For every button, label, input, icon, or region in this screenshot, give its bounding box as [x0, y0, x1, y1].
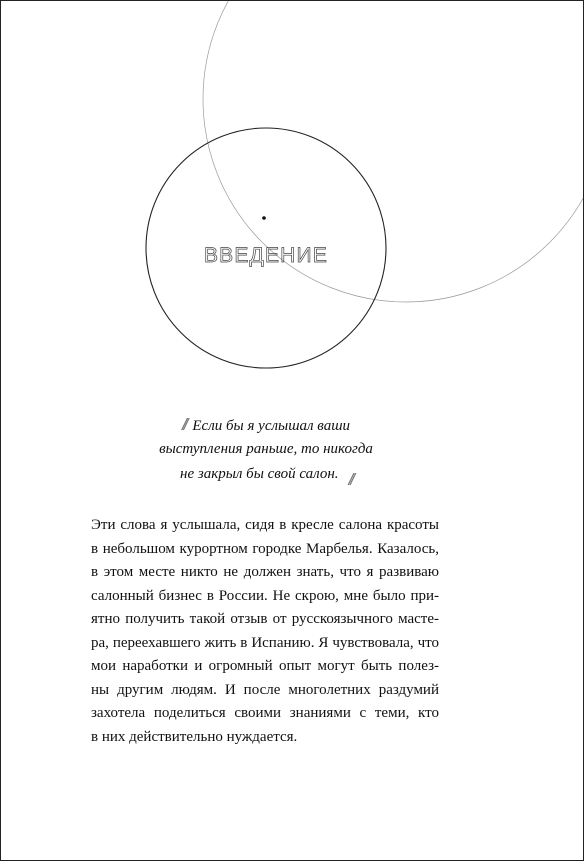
body-line: Эти слова я услышала, сидя в кресле салона красоты [91, 517, 439, 533]
quote-line-3: не закрыл бы свой салон. // [180, 466, 352, 489]
open-quote-mark: // [181, 415, 186, 434]
body-line: мои наработки и огромный опыт могут быть полез- [91, 658, 439, 674]
center-dot [262, 216, 266, 220]
body-line: в небольшом курортном городке Марбелья. Казалось, [91, 540, 439, 557]
body-line: захотела поделиться своими знаниями с теми, кто [91, 705, 439, 721]
close-quote-mark: // [348, 470, 352, 489]
quote-line-2: выступления раньше, то никогда [159, 441, 373, 457]
body-paragraph [91, 514, 439, 749]
body-line: в этом месте никто не должен знать, что я развиваю [91, 564, 439, 580]
body-line: ны другим людям. И после многолетних раздумий [91, 681, 439, 698]
body-line: салонный бизнес в России. Не скрою, мне было при- [91, 587, 439, 604]
body-line: ра, переехавшего жить в Испанию. Я чувствовала, что [91, 634, 439, 651]
chapter-title: ВВЕДЕНИЕ [203, 244, 329, 267]
body-line: ятно получить такой отзыв от русскоязычного масте- [91, 611, 439, 627]
epigraph-quote [151, 413, 381, 489]
body-line: в них действительно нуждается. [91, 728, 298, 745]
quote-line-1: // Если бы я услышал ваши [181, 415, 351, 434]
